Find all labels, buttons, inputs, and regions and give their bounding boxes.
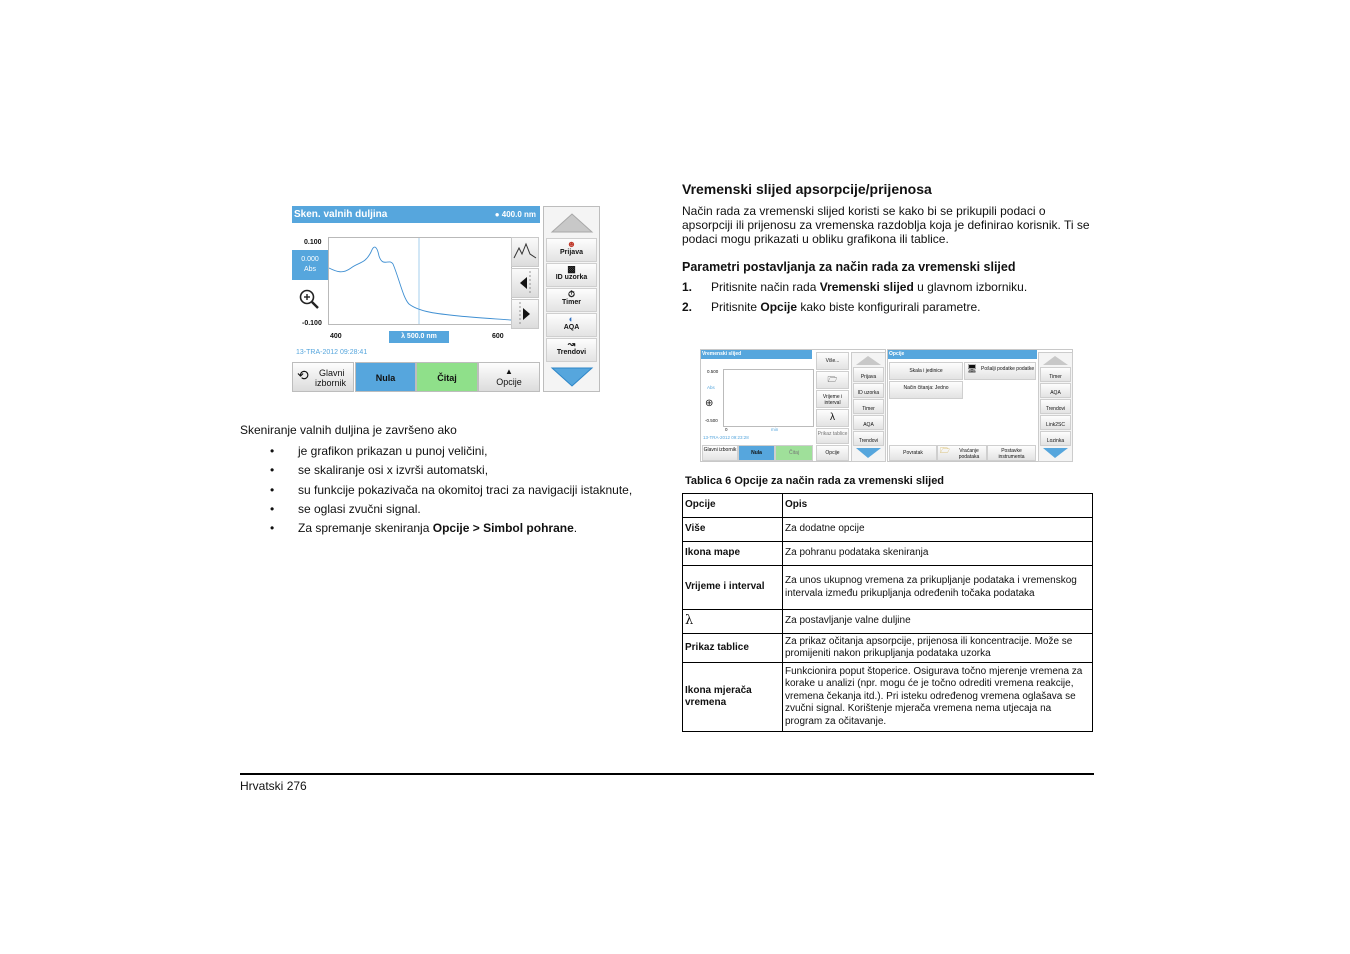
list-item: su funkcije pokazivača na okomitoj traci za navigaciji istaknute, xyxy=(298,483,633,497)
mini-login-button[interactable]: Prijava xyxy=(853,367,884,382)
table-row xyxy=(683,566,1093,610)
y-min-label: -0.100 xyxy=(302,320,322,327)
mini-zero-button[interactable]: Nula xyxy=(738,445,775,461)
table-header-cell: Opcije xyxy=(683,494,783,518)
table-caption: Tablica 6 Opcije za način rada za vremenski slijed xyxy=(685,475,945,487)
bullet-dot: • xyxy=(270,444,275,458)
zoom-icon[interactable] xyxy=(298,288,320,310)
option-cell: Ikona mape xyxy=(683,542,783,566)
trends-button[interactable] xyxy=(546,338,597,362)
step-text: Pritisnite Opcije kako biste konfigurirali parametre. xyxy=(711,300,981,314)
cursor-wavelength: λ 500.0 nm xyxy=(389,331,449,343)
table-row xyxy=(683,542,1093,566)
scroll-down-arrow-icon[interactable] xyxy=(548,365,596,389)
table-row xyxy=(683,518,1093,542)
timer-label: Timer xyxy=(562,299,581,306)
mini-timestamp: 13-TRA-2012 09:23:28 xyxy=(703,435,749,440)
send-data-label: Pošalji podatke podatke xyxy=(981,366,1035,372)
arrow-right-icon xyxy=(512,300,538,328)
wavelength-badge: ● 400.0 nm xyxy=(494,210,536,219)
mini-down-arrow-icon[interactable] xyxy=(853,447,884,459)
cursor-left-button[interactable] xyxy=(511,268,539,298)
aqa-label: AQA xyxy=(563,324,580,331)
mini-abs: Abs xyxy=(707,385,715,390)
aqa-button[interactable] xyxy=(546,313,597,337)
mini-trends-button[interactable]: Trendovi xyxy=(853,431,884,446)
option-cell: Prikaz tablice xyxy=(683,634,783,663)
step-number: 2. xyxy=(682,300,693,314)
instrument-settings-button[interactable]: Postavke instrumenta xyxy=(987,445,1036,461)
footer-rule xyxy=(240,773,1094,775)
aqa-icon: ◐ xyxy=(568,314,575,324)
table-header-row xyxy=(683,494,1093,518)
person-icon: ☻ xyxy=(566,239,577,249)
more-button[interactable]: Više... xyxy=(816,352,849,370)
options-down-arrow-icon[interactable] xyxy=(1040,447,1071,459)
send-data-button[interactable] xyxy=(964,362,1036,380)
description-cell: Za postavljanje valne duljine xyxy=(783,610,1093,634)
table-view-button[interactable]: Prikaz tablice xyxy=(816,428,849,444)
list-item: se skaliranje osi x izvrši automatski, xyxy=(298,463,489,477)
x-min-label: 400 xyxy=(330,333,342,340)
main-menu-label-2: izbornik xyxy=(315,378,347,388)
timer-button[interactable] xyxy=(546,288,597,312)
login-button[interactable] xyxy=(546,238,597,262)
description-cell: Za unos ukupnog vremena za prikupljanje podataka i vremenskog intervala između prikupljanja određenih točaka podataka xyxy=(783,566,1093,610)
recall-data-button[interactable] xyxy=(937,445,987,461)
password-button[interactable]: Lozinka xyxy=(1040,431,1071,446)
x-max-label: 600 xyxy=(492,333,504,340)
options-button[interactable] xyxy=(478,362,540,392)
section-heading: Vremenski slijed apsorpcije/prijenosa xyxy=(682,181,932,197)
link2sc-button[interactable]: Link2SC xyxy=(1040,415,1071,430)
main-menu-label-1: Glavni xyxy=(319,368,345,378)
table-header-cell: Opis xyxy=(783,494,1093,518)
mini-main-menu-button[interactable]: Glavni izbornik xyxy=(702,445,738,461)
timestamp: 13-TRA-2012 09:28:41 xyxy=(296,349,368,356)
options-right-column xyxy=(1038,352,1073,462)
abs-unit: Abs xyxy=(303,266,317,273)
mini-up-arrow-icon[interactable] xyxy=(853,354,884,366)
sample-id-label: ID uzorka xyxy=(555,274,588,281)
time-interval-button[interactable]: Vrijeme i interval xyxy=(816,390,849,408)
wavelength-scan-screen xyxy=(292,206,600,392)
timer-icon: ⏱ xyxy=(567,289,576,299)
sample-id-button[interactable] xyxy=(546,263,597,287)
cursor-right-button[interactable] xyxy=(511,299,539,329)
option-cell: Više xyxy=(683,518,783,542)
y-max-label: 0.100 xyxy=(304,239,322,246)
caret-up-icon: ▲ xyxy=(505,367,513,376)
trend-chart-icon: ↝ xyxy=(567,339,576,349)
description-cell: Za pohranu podataka skeniranja xyxy=(783,542,1093,566)
trends-label: Trendovi xyxy=(556,349,587,356)
page-footer xyxy=(240,779,307,793)
description-cell: Za prikaz očitanja apsorpcije, prijenosa ili koncentracije. Može se promijeniti nakon prikupljanja podataka uzorka xyxy=(783,634,1093,663)
peak-view-button[interactable] xyxy=(511,237,539,267)
bullet-dot: • xyxy=(270,463,275,477)
scan-plot xyxy=(328,237,512,325)
description-cell: Za dodatne opcije xyxy=(783,518,1093,542)
table-row xyxy=(683,663,1093,732)
bullet-dot: • xyxy=(270,521,275,535)
read-button[interactable]: Čitaj xyxy=(416,362,478,392)
section-intro: Način rada za vremenski slijed koristi se kako bi se prikupili podaci o apsorpciji ili prijenosu za vremenska razdoblja koja je definirao korisnik. Ti se podaci mogu prikazati u obliku grafikona ili tablice. xyxy=(682,204,1090,246)
right-navigation-column xyxy=(543,206,600,392)
option-cell: Ikona mjerača vremena xyxy=(683,663,783,732)
options-label: Opcije xyxy=(496,377,522,387)
recall-data-label: Vraćanje podataka xyxy=(958,448,980,460)
footer-language: Hrvatski xyxy=(240,779,284,793)
scroll-up-arrow-icon[interactable] xyxy=(548,210,596,236)
mini-timer-button[interactable]: Timer xyxy=(853,399,884,414)
folder-icon: 🗁 xyxy=(940,446,950,455)
options-up-arrow-icon[interactable] xyxy=(1040,354,1071,366)
list-item: je grafikon prikazan u punoj veličini, xyxy=(298,444,488,458)
mini-aqa-button[interactable]: AQA xyxy=(853,415,884,430)
abs-value: 0.000 xyxy=(301,256,319,263)
absorbance-readout xyxy=(292,250,328,280)
zero-button[interactable]: Nula xyxy=(355,362,416,392)
options-aqa-button[interactable]: AQA xyxy=(1040,383,1071,398)
list-item-save: Za spremanje skeniranja Opcije > Simbol pohrane. xyxy=(298,521,578,535)
main-menu-button[interactable] xyxy=(292,362,354,392)
list-item: se oglasi zvučni signal. xyxy=(298,502,421,516)
mini-title: Vremenski slijed xyxy=(701,350,812,359)
mini-zoom-icon[interactable]: ⊕ xyxy=(705,398,714,409)
options-trends-button[interactable]: Trendovi xyxy=(1040,399,1071,414)
screen-title-bar xyxy=(292,206,540,223)
lambda-button[interactable]: λ xyxy=(816,409,849,427)
mini-y-max: 0.500 xyxy=(707,369,719,374)
mini-x-min: 0 xyxy=(725,427,728,432)
arrow-left-icon xyxy=(512,269,538,297)
step-text: Pritisnite način rada Vremenski slijed u glavnom izborniku. xyxy=(711,280,1028,294)
login-label: Prijava xyxy=(560,249,583,256)
options-timer-button[interactable]: Timer xyxy=(1040,367,1071,382)
table-row xyxy=(683,610,1093,634)
description-cell: Funkcionira poput štoperice. Osigurava točno mjerenje vremena za korake u analizi (npr. mogu će je točno odrediti vremena reakcije, vremena čekanja itd.). Pri isteku određenog vremena oglašava se zvučni signal. Korištenje mjerača vremena nema utjecaja na program za očitavanje. xyxy=(783,663,1093,732)
back-button[interactable]: Povratak xyxy=(889,445,937,461)
back-arrow-icon: ⟲ xyxy=(297,367,309,383)
step-number: 1. xyxy=(682,280,693,294)
options-screen xyxy=(887,349,1073,462)
option-cell: Vrijeme i interval xyxy=(683,566,783,610)
read-mode-button[interactable]: Način čitanja: Jedno xyxy=(889,381,963,399)
mini-read-button[interactable]: Čitaj xyxy=(775,445,813,461)
vial-icon: ▩ xyxy=(567,264,576,274)
scale-units-button[interactable]: Skala i jedinice xyxy=(889,362,963,380)
option-cell: λ xyxy=(683,610,783,634)
mini-right-column xyxy=(851,352,886,462)
options-table xyxy=(682,493,1093,732)
table-row xyxy=(683,634,1093,663)
mini-y-min: -0.500 xyxy=(705,418,718,423)
screen-title: Sken. valnih duljina xyxy=(294,209,388,220)
mini-x-unit: min xyxy=(771,427,779,432)
mini-options-button[interactable]: Opcije xyxy=(816,445,849,461)
subsection-heading: Parametri postavljanja za način rada za vremenski slijed xyxy=(682,260,1016,274)
scan-complete-intro: Skeniranje valnih duljina je završeno ako xyxy=(240,423,457,437)
bullet-dot: • xyxy=(270,502,275,516)
page-number: 276 xyxy=(286,779,307,793)
mini-plot xyxy=(723,369,814,427)
folder-icon[interactable]: 🗁 xyxy=(816,371,849,389)
scan-curve xyxy=(329,238,511,324)
computer-icon: 🖥 xyxy=(967,364,978,373)
time-course-screen xyxy=(700,349,886,462)
bullet-dot: • xyxy=(270,483,275,497)
mini-sample-id-button[interactable]: ID uzorka xyxy=(853,383,884,398)
options-title: Opcije xyxy=(888,350,1037,359)
